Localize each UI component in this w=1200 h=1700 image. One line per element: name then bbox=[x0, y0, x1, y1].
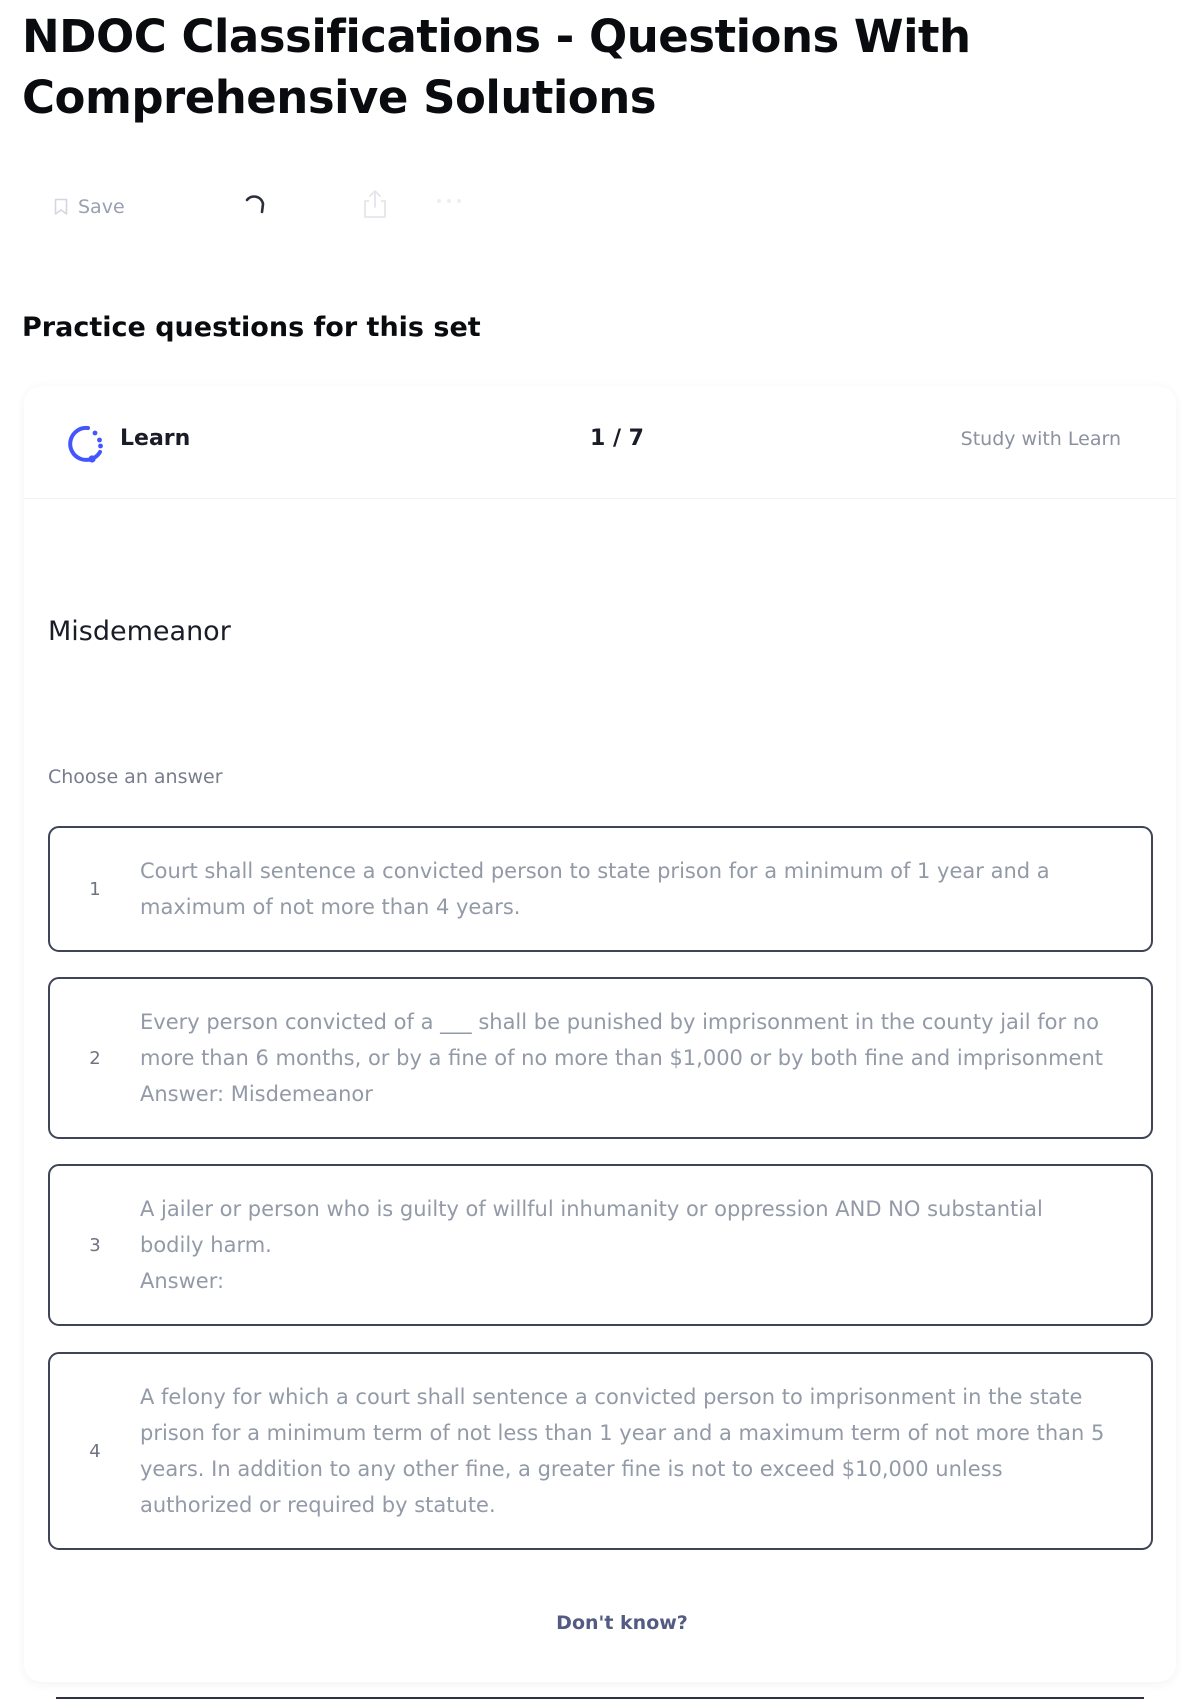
answer-option-1[interactable] bbox=[48, 826, 1153, 952]
study-with-learn-link[interactable]: Study with Learn bbox=[960, 428, 1121, 450]
option-number: 4 bbox=[89, 1440, 101, 1462]
practice-heading: Practice questions for this set bbox=[22, 312, 481, 343]
action-bar bbox=[50, 186, 510, 230]
option-text bbox=[140, 1191, 1151, 1299]
choose-answer-label: Choose an answer bbox=[48, 766, 223, 788]
learn-mode-label: Learn bbox=[120, 426, 191, 451]
more-icon bbox=[434, 194, 464, 209]
option-number: 1 bbox=[89, 878, 101, 900]
option-text bbox=[140, 1004, 1151, 1112]
learn-card bbox=[24, 386, 1176, 1682]
dont-know-button[interactable]: Don't know? bbox=[502, 1612, 742, 1634]
progress-counter: 1 / 7 bbox=[590, 426, 644, 451]
option-text-line: A jailer or person who is guilty of willful inhumanity or oppression AND NO substantial bbox=[140, 1197, 1043, 1221]
bookmark-icon bbox=[54, 198, 68, 216]
page-title: NDOC Classifications - Questions With Comprehensive Solutions bbox=[22, 10, 971, 124]
answer-option-3[interactable] bbox=[48, 1164, 1153, 1326]
share-button[interactable] bbox=[362, 188, 388, 223]
option-text-line: Answer: bbox=[140, 1269, 225, 1293]
option-text-line: years. In addition to any other fine, a greater fine is not to exceed $10,000 unless bbox=[140, 1457, 1003, 1481]
option-text-line: Court shall sentence a convicted person to state prison for a minimum of 1 year and a bbox=[140, 859, 1050, 883]
option-text-line: bodily harm. bbox=[140, 1233, 272, 1257]
option-text bbox=[140, 1379, 1151, 1523]
option-text-line: authorized or required by statute. bbox=[140, 1493, 496, 1517]
question-term: Misdemeanor bbox=[48, 616, 231, 647]
option-text-line: Answer: Misdemeanor bbox=[140, 1082, 373, 1106]
save-button[interactable] bbox=[50, 186, 129, 228]
option-text-line: A felony for which a court shall sentence a convicted person to imprisonment in the state bbox=[140, 1385, 1083, 1409]
share-icon bbox=[362, 208, 388, 223]
option-text-line: Every person convicted of a ___ shall be punished by imprisonment in the county jail for no bbox=[140, 1010, 1099, 1034]
more-button[interactable] bbox=[434, 194, 464, 209]
answer-option-4[interactable] bbox=[48, 1352, 1153, 1550]
option-number: 2 bbox=[89, 1047, 101, 1069]
learn-icon bbox=[62, 422, 106, 470]
bottom-divider bbox=[56, 1697, 1144, 1699]
spinner-icon bbox=[242, 192, 268, 222]
option-text-line: maximum of not more than 4 years. bbox=[140, 895, 521, 919]
option-number: 3 bbox=[89, 1234, 101, 1256]
option-text bbox=[140, 853, 1151, 925]
answer-option-2[interactable] bbox=[48, 977, 1153, 1139]
option-text-line: more than 6 months, or by a fine of no more than $1,000 or by both fine and imprisonment bbox=[140, 1046, 1104, 1070]
learn-card-header bbox=[24, 386, 1176, 499]
option-text-line: prison for a minimum term of not less than 1 year and a maximum term of not more than 5 bbox=[140, 1421, 1105, 1445]
save-label: Save bbox=[78, 196, 125, 218]
